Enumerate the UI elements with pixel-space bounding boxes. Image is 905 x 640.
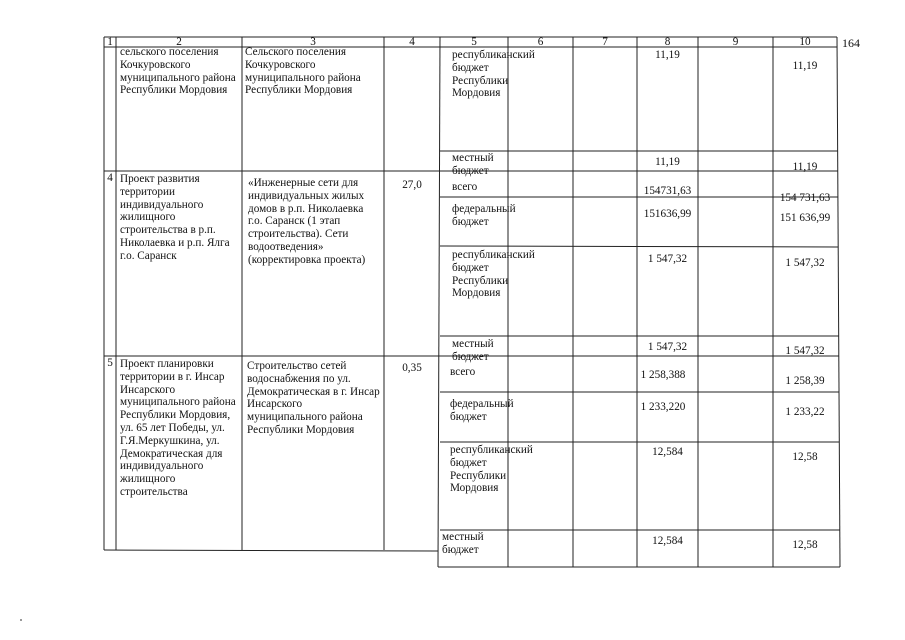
item5-c8-republic: 12,584 — [652, 446, 683, 458]
item5-c8-federal: 1 233,220 — [640, 401, 686, 413]
item4-c10-republic: 1 547,32 — [785, 257, 825, 269]
item5-c10-total: 1 258,39 — [785, 375, 825, 387]
item4-c10-federal: 151 636,99 — [779, 212, 831, 224]
cont-source-republic: республиканский бюджет Республики Мордовия — [452, 49, 535, 100]
item5-col3: Строительство сетей водоснабжения по ул. Демократическая в г. Инсар Инсарского муниципального района Республики Мордовия — [247, 360, 380, 436]
item4-source-republic: республиканский бюджет Республики Мордовия — [452, 249, 535, 300]
item5-c8-total: 1 258,388 — [640, 369, 686, 381]
item4-source-total: всего — [452, 181, 478, 193]
item4-source-local: местный бюджет — [452, 338, 494, 363]
item4-col2: Проект развития территории индивидуального жилищного строительства в р.п. Николаевка и р.п. Ялга г.о. Саранск — [120, 173, 230, 262]
item4-c8-total: 154731,63 — [643, 185, 692, 197]
item5-c10-republic: 12,58 — [792, 451, 818, 463]
cont-c8-republic: 11,19 — [655, 49, 680, 61]
header-col-9: 9 — [732, 36, 739, 48]
item5-number: 5 — [107, 357, 113, 369]
item4-source-federal: федеральный бюджет — [452, 203, 516, 228]
item4-number: 4 — [107, 172, 113, 184]
item4-c10-local: 1 547,32 — [785, 345, 825, 357]
header-col-4: 4 — [409, 36, 415, 48]
header-col-2: 2 — [176, 36, 182, 48]
item5-c10-local: 12,58 — [792, 539, 818, 551]
header-col-8: 8 — [664, 36, 671, 48]
page-number: 164 — [842, 36, 860, 50]
scan-speck — [20, 619, 22, 621]
item4-col4: 27,0 — [402, 179, 422, 191]
item5-c8-local: 12,584 — [652, 535, 683, 547]
header-col-1: 1 — [107, 36, 113, 48]
header-col-5: 5 — [471, 36, 477, 48]
cont-c8-local: 11,19 — [655, 156, 680, 168]
item4-col3: «Инженерные сети для индивидуальных жилых домов в р.п. Николаевка г.о. Саранск (1 этап строительства). Сети водоотведения» (корректировка проекта) — [248, 177, 366, 266]
header-col-6: 6 — [537, 36, 544, 48]
item5-source-total: всего — [450, 366, 476, 378]
cont-source-local: местный бюджет — [452, 152, 494, 177]
item5-c10-federal: 1 233,22 — [785, 406, 825, 418]
cont-c10-republic: 11,19 — [792, 60, 818, 72]
cont-col2: сельского поселения Кочкуровского муниципального района Республики Мордовия — [120, 46, 236, 97]
item5-source-republic: республиканский бюджет Республики Мордовия — [450, 444, 533, 495]
item5-source-local: местный бюджет — [442, 531, 484, 556]
item4-c8-republic: 1 547,32 — [647, 253, 688, 265]
item4-c8-federal: 151636,99 — [643, 208, 692, 220]
item4-c8-local: 1 547,32 — [647, 341, 688, 353]
cont-c10-local: 11,19 — [792, 161, 818, 173]
item4-c10-total: 154 731,63 — [779, 192, 831, 204]
cont-col3: Сельского поселения Кочкуровского муниципального района Республики Мордовия — [245, 46, 361, 97]
item5-col2: Проект планировки территории в г. Инсар Инсарского муниципального района Республики Мордовия, ул. 65 лет Победы, ул. Г.Я.Меркушкина, ул. Демократическая для индивидуального жилищного строительства — [120, 358, 236, 498]
item5-source-federal: федеральный бюджет — [450, 398, 514, 423]
header-col-10: 10 — [799, 36, 811, 48]
header-col-3: 3 — [310, 36, 316, 48]
item5-col4: 0,35 — [402, 362, 422, 374]
header-col-7: 7 — [602, 36, 608, 48]
